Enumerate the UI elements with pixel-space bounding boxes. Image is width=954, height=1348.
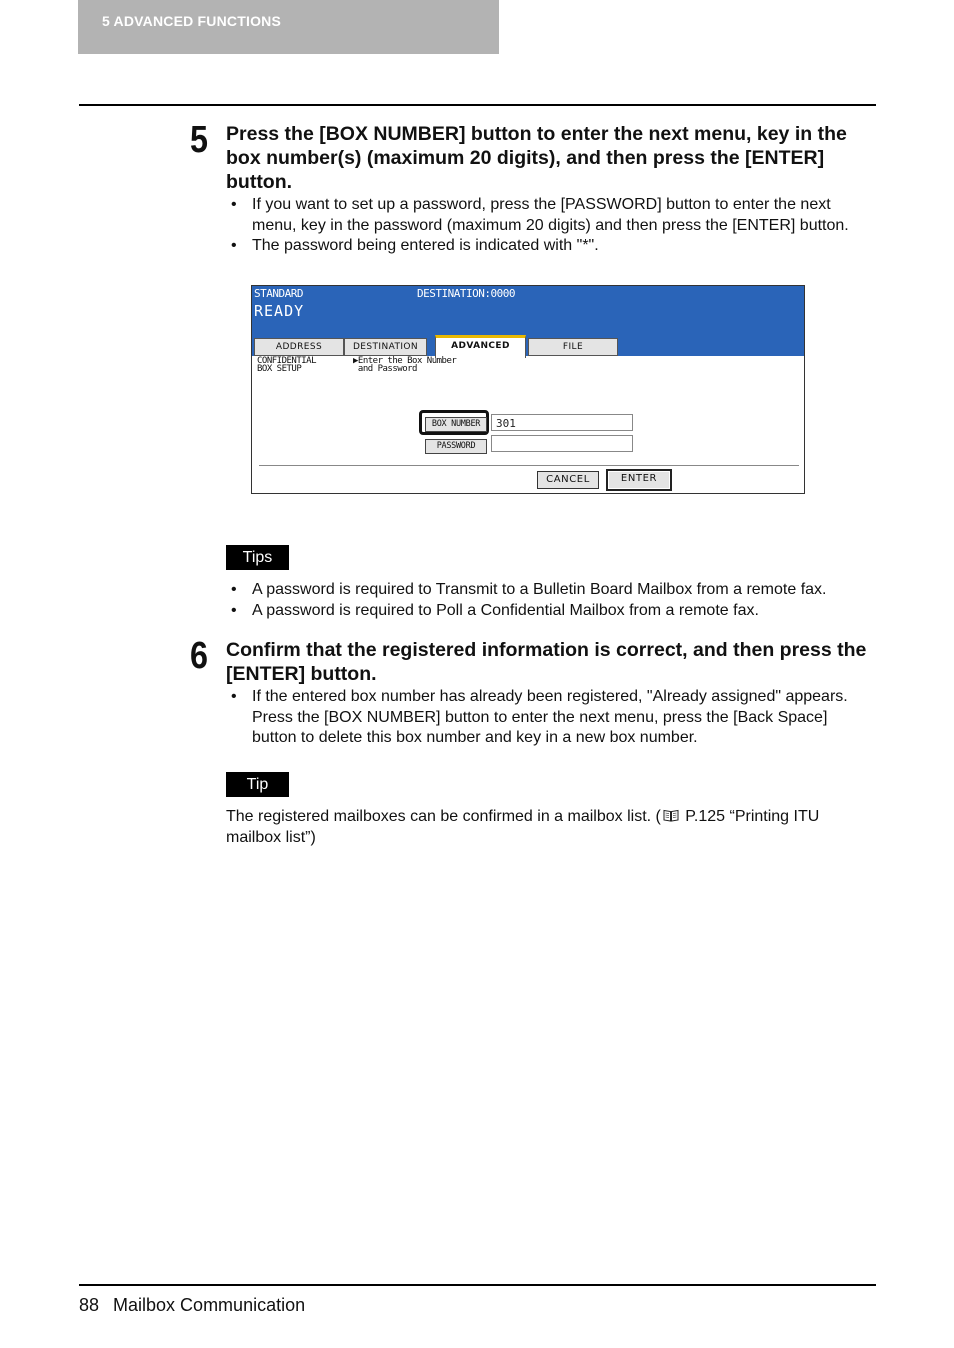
control-panel-screenshot <box>251 285 805 494</box>
menu-breadcrumb: CONFIDENTIAL BOX SETUP <box>257 356 317 374</box>
tab-destination[interactable]: DESTINATION <box>344 338 427 356</box>
enter-button[interactable]: ENTER <box>606 469 672 491</box>
page-number: 88 <box>79 1295 100 1315</box>
step-5-bullets <box>226 195 876 257</box>
top-rule <box>79 104 876 106</box>
cancel-button[interactable]: CANCEL <box>537 471 599 489</box>
page-footer <box>79 1295 305 1316</box>
step-6-bullets <box>226 687 876 749</box>
box-number-button[interactable]: BOX NUMBER <box>425 417 487 432</box>
panel-divider <box>259 465 799 466</box>
step-5-title: Press the [BOX NUMBER] button to enter the next menu, key in the box number(s) (maximum 20 digits), and then press the [ENTER] button. <box>226 123 847 193</box>
step-number-6: 6 <box>190 635 208 677</box>
bottom-rule <box>79 1284 876 1286</box>
password-field[interactable] <box>491 435 633 452</box>
list-item: • If you want to set up a password, press the [PASSWORD] button to enter the next menu, key in the password (maximum 20 digits) and then press the [ENTER] button. <box>226 195 876 236</box>
book-reference-icon <box>663 809 679 822</box>
status-ready: READY <box>254 302 305 320</box>
page-reference-link[interactable]: P.125 “Printing ITU mailbox list”) <box>226 808 820 846</box>
status-standard: STANDARD <box>254 287 303 300</box>
password-button[interactable]: PASSWORD <box>425 439 487 454</box>
list-item: • A password is required to Transmit to a Bulletin Board Mailbox from a remote fax. <box>226 580 876 601</box>
list-item: • If the entered box number has already been registered, "Already assigned" appears. Press the [BOX NUMBER] button to enter the next menu, press the [Back Space] button to delete this box number and key in a new box number. <box>226 687 876 749</box>
step-number-5: 5 <box>190 119 208 161</box>
footer-title: Mailbox Communication <box>113 1295 306 1315</box>
tab-address[interactable]: ADDRESS <box>254 338 344 356</box>
pointer-icon: ▶ <box>353 356 358 366</box>
box-number-field[interactable]: 301 <box>491 414 633 431</box>
tips-bullets <box>226 580 876 621</box>
tab-file[interactable]: FILE <box>528 338 618 356</box>
list-item: • The password being entered is indicated with "*". <box>226 236 876 257</box>
tip-text: The registered mailboxes can be confirmed in a mailbox list. ( P.125 “Printing ITU mailbox list”) <box>226 808 820 846</box>
step-6-title: Confirm that the registered information is correct, and then press the [ENTER] button. <box>226 639 867 685</box>
tip-label: Tip <box>226 772 289 797</box>
chapter-label: 5 ADVANCED FUNCTIONS <box>102 13 282 29</box>
panel-status-bar <box>252 286 804 356</box>
list-item: • A password is required to Poll a Confidential Mailbox from a remote fax. <box>226 601 876 622</box>
tab-advanced[interactable]: ADVANCED <box>435 335 526 358</box>
status-destination: DESTINATION:0000 <box>417 287 515 300</box>
chapter-header <box>78 0 499 54</box>
menu-instruction: ▶Enter the Box Number and Password <box>353 356 457 374</box>
tips-label: Tips <box>226 545 289 570</box>
